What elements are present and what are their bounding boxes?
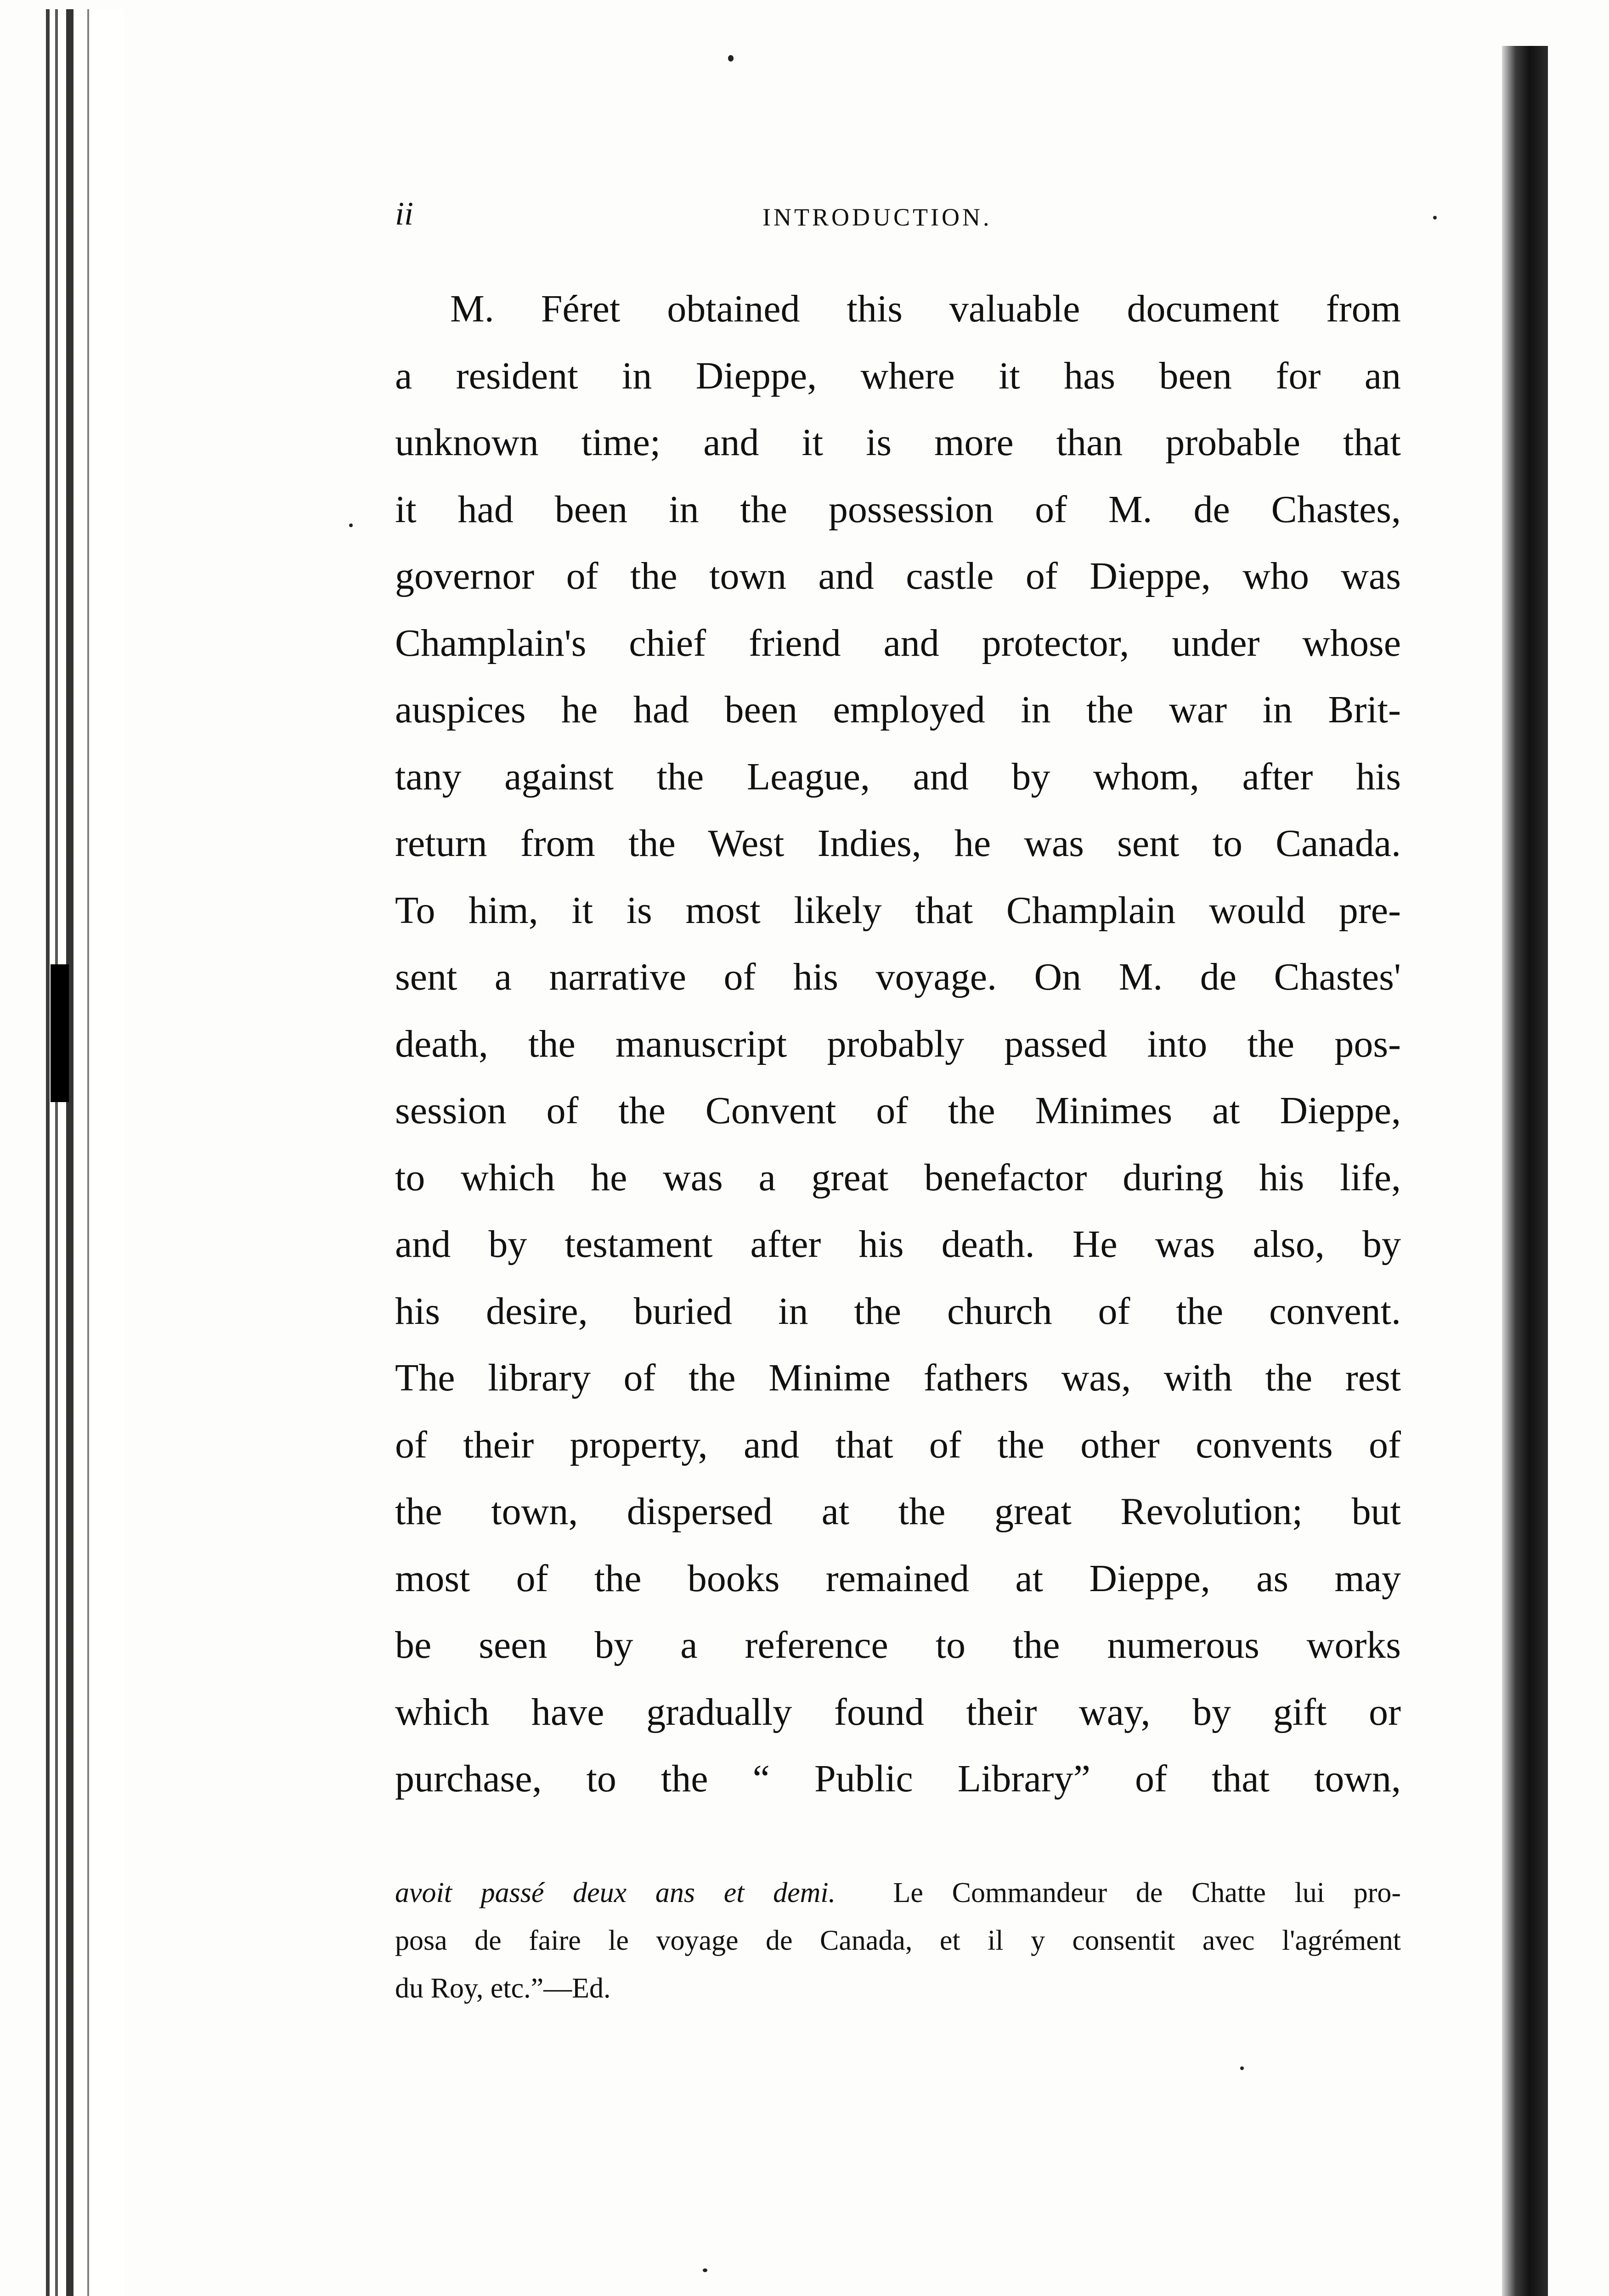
body-text — [395, 276, 1401, 1812]
body-line: To him, it is most likely that Champlain would pre- — [395, 889, 1401, 932]
body-line: of their property, and that of the other convents of — [395, 1423, 1401, 1466]
body-line: tany against the League, and by whom, after his — [395, 755, 1401, 798]
page-number: ii — [395, 195, 414, 232]
body-line: most of the books remained at Dieppe, as may — [395, 1557, 1401, 1600]
footnote-italic-phrase: avoit passé deux ans et demi. — [395, 1877, 836, 1908]
body-line: sent a narrative of his voyage. On M. de Chastes' — [395, 956, 1401, 998]
body-line: unknown time; and it is more than probable that — [395, 421, 1401, 464]
body-line: which have gradually found their way, by gift or — [395, 1690, 1401, 1733]
body-line: his desire, buried in the church of the convent. — [395, 1289, 1401, 1333]
footnote-line: du Roy, etc.”—Ed. — [395, 1973, 611, 2004]
body-line: it had been in the possession of M. de Chastes, — [395, 488, 1401, 531]
running-head — [395, 195, 1406, 232]
footnote-line — [395, 1869, 1401, 1917]
body-line: be seen by a reference to the numerous works — [395, 1624, 1401, 1666]
body-line: governor of the town and castle of Dieppe, who was — [395, 555, 1401, 597]
page-edge-shadow-right — [1502, 46, 1548, 2296]
body-line: return from the West Indies, he was sent to Canada. — [395, 822, 1401, 865]
footnote — [395, 1869, 1401, 2012]
body-line: Champlain's chief friend and protector, under whose — [395, 621, 1401, 664]
scan-speck — [728, 55, 734, 62]
footnote-line: posa de faire le voyage de Canada, et il y consentit avec l'agrément — [395, 1925, 1401, 1956]
body-line: purchase, to the “ Public Library” of that town, — [395, 1757, 1401, 1800]
scan-speck — [703, 2268, 707, 2272]
running-head-title: INTRODUCTION. — [762, 203, 992, 231]
body-line: M. Féret obtained this valuable document from — [450, 287, 1401, 330]
body-line: session of the Convent of the Minimes at Dieppe, — [395, 1089, 1401, 1132]
body-line: and by testament after his death. He was also, by — [395, 1223, 1401, 1266]
scan-speck — [1433, 216, 1437, 219]
body-line: auspices he had been employed in the war in Brit- — [395, 688, 1401, 731]
body-line: to which he was a great benefactor during his life, — [395, 1156, 1401, 1199]
body-line: The library of the Minime fathers was, with the rest — [395, 1356, 1401, 1399]
scan-speck — [1240, 2066, 1244, 2070]
footnote-text: Le Commandeur de Chatte lui pro- — [893, 1877, 1401, 1908]
scan-speck — [349, 523, 353, 527]
body-line: the town, dispersed at the great Revolution; but — [395, 1490, 1401, 1533]
body-line: a resident in Dieppe, where it has been for an — [395, 354, 1401, 397]
body-line: death, the manuscript probably passed into the pos- — [395, 1022, 1401, 1065]
binding-shadow-left — [46, 9, 124, 2296]
binding-dark-mark — [51, 964, 69, 1102]
